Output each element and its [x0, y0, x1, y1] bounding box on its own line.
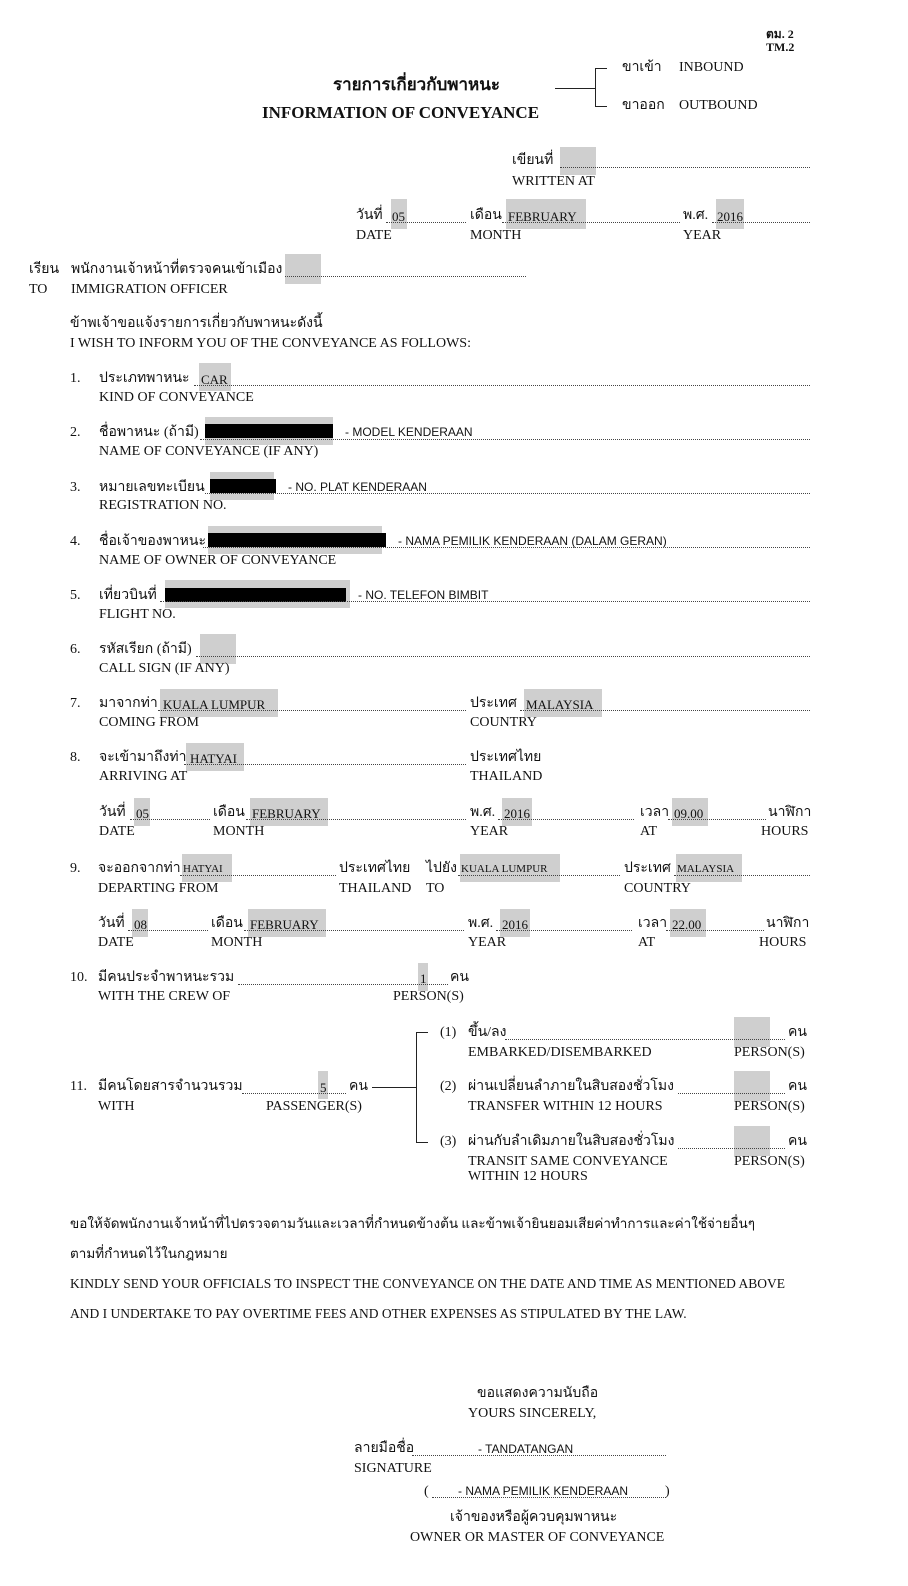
item4-th: ชื่อเจ้าของพาหนะ [99, 534, 206, 549]
arrive-month-en: MONTH [213, 824, 265, 839]
sub2-unit-th: คน [788, 1079, 807, 1094]
signature-line[interactable] [412, 1455, 666, 1456]
closing-th: ขอแสดงความนับถือ [477, 1386, 599, 1401]
dest-country-value: MALAYSIA [677, 863, 735, 875]
item5-th: เที่ยวบินที่ [99, 588, 157, 603]
item5-num: 5. [70, 588, 81, 603]
item10-unit-en: PERSON(S) [393, 989, 464, 1004]
sub3-unit-en: PERSON(S) [734, 1154, 805, 1169]
sub3-th: ผ่านกับลำเดิมภายในสิบสองชั่วโมง [468, 1134, 675, 1149]
crew-value: 1 [420, 971, 427, 986]
sub2-en: TRANSFER WITHIN 12 HOURS [468, 1099, 663, 1114]
call-sign-field[interactable] [200, 634, 236, 664]
arrive-month-th: เดือน [213, 805, 245, 820]
depart-day: 08 [134, 917, 147, 932]
item8-country-th: ประเทศไทย [470, 750, 542, 765]
sub-bracket-bottom [416, 1142, 428, 1143]
dest-value: KUALA LUMPUR [461, 863, 548, 875]
request-th-2: ตามที่กำหนดไว้ในกฎหมาย [70, 1246, 228, 1261]
arrive-day-th: วันที่ [99, 805, 126, 820]
item9-en: DEPARTING FROM [98, 881, 219, 896]
depart-year-en: YEAR [468, 935, 507, 950]
item9-num: 9. [70, 861, 81, 876]
item9-to-th: ไปยัง [426, 861, 457, 876]
intro-en: I WISH TO INFORM YOU OF THE CONVEYANCE AS FOLLOWS: [70, 336, 471, 351]
sub1-th: ขึ้น/ลง [468, 1025, 507, 1040]
signature-th: ลายมือชื่อ [354, 1441, 415, 1456]
arrive-time-en: AT [640, 824, 658, 839]
arrive-day-en: DATE [99, 824, 135, 839]
sub-bracket-vertical [416, 1032, 417, 1143]
depart-month-th: เดือน [211, 916, 243, 931]
officer-en: IMMIGRATION OFFICER [71, 282, 228, 297]
sub1-unit-th: คน [788, 1025, 807, 1040]
signature-note: - TANDATANGAN [478, 1442, 574, 1456]
signature-en: SIGNATURE [354, 1461, 432, 1476]
title-en: INFORMATION OF CONVEYANCE [262, 103, 540, 122]
date-year-en: YEAR [683, 228, 722, 243]
paren-close: ) [665, 1484, 670, 1499]
sub3-en2: WITHIN 12 HOURS [468, 1169, 588, 1184]
item10-en: WITH THE CREW OF [98, 989, 231, 1004]
sub2-num: (2) [440, 1079, 457, 1094]
item2-note: - MODEL KENDERAAN [345, 425, 473, 439]
date-month-en: MONTH [470, 228, 522, 243]
arrive-day: 05 [136, 806, 149, 821]
depart-day-en: DATE [98, 935, 134, 950]
written-at-en: WRITTEN AT [512, 174, 595, 189]
item8-country-en: THAILAND [470, 769, 543, 784]
item2-th: ชื่อพาหนะ (ถ้ามี) [99, 425, 199, 440]
depart-year: 2016 [502, 917, 528, 932]
item1-num: 1. [70, 371, 81, 386]
depart-time-th: เวลา [638, 916, 668, 931]
coming-from-value: KUALA LUMPUR [163, 697, 266, 712]
sub1-num: (1) [440, 1025, 457, 1040]
written-at-th: เขียนที่ [512, 153, 554, 168]
item8-en: ARRIVING AT [99, 769, 188, 784]
bracket-bottom [595, 106, 607, 107]
passenger-value: 5 [320, 1080, 327, 1095]
item11-th: มีคนโดยสารจำนวนรวม [98, 1079, 243, 1094]
sub-bracket-line [372, 1087, 416, 1088]
depart-month-en: MONTH [211, 935, 263, 950]
closing-en: YOURS SINCERELY, [468, 1406, 597, 1421]
date-month: FEBRUARY [508, 209, 577, 224]
item4-num: 4. [70, 534, 81, 549]
depart-day-th: วันที่ [98, 916, 125, 931]
officer-th: พนักงานเจ้าหน้าที่ตรวจคนเข้าเมือง [71, 262, 283, 277]
kind-value: CAR [201, 372, 228, 387]
item9-country-th: ประเทศ [624, 861, 671, 876]
to-th: เรียน [29, 262, 60, 277]
sub1-en: EMBARKED/DISEMBARKED [468, 1045, 652, 1060]
item1-en: KIND OF CONVEYANCE [99, 390, 254, 405]
request-en-1: KINDLY SEND YOUR OFFICIALS TO INSPECT THE CONVEYANCE ON THE DATE AND TIME AS MENTIONED ABOVE [70, 1276, 786, 1291]
item7-num: 7. [70, 696, 81, 711]
item3-th: หมายเลขทะเบียน [99, 480, 205, 495]
item10-num: 10. [70, 970, 88, 985]
arrive-year-en: YEAR [470, 824, 509, 839]
owner-th: เจ้าของหรือผู้ควบคุมพาหนะ [450, 1510, 618, 1525]
redaction-bar [205, 424, 333, 438]
item9-country1-th: ประเทศไทย [339, 861, 411, 876]
arrive-month: FEBRUARY [252, 806, 321, 821]
item9-th: จะออกจากท่า [98, 861, 181, 876]
title-th: รายการเกี่ยวกับพาหนะ [333, 75, 501, 94]
date-year: 2016 [717, 209, 743, 224]
item7-country-en: COUNTRY [470, 715, 537, 730]
bracket-vertical [595, 68, 596, 106]
officer-field[interactable] [285, 254, 321, 284]
item9-to-en: TO [426, 881, 445, 896]
depart-hours-en: HOURS [759, 935, 807, 950]
depart-time-en: AT [638, 935, 656, 950]
item6-th: รหัสเรียก (ถ้ามี) [99, 642, 192, 657]
depart-month: FEBRUARY [250, 917, 319, 932]
name-note: - NAMA PEMILIK KENDERAAN [458, 1484, 629, 1498]
name-line[interactable] [432, 1497, 666, 1498]
written-at-field[interactable] [560, 147, 596, 175]
item5-note: - NO. TELEFON BIMBIT [358, 588, 489, 602]
sub3-num: (3) [440, 1134, 457, 1149]
inbound-en: INBOUND [679, 60, 744, 75]
item2-num: 2. [70, 425, 81, 440]
item3-num: 3. [70, 480, 81, 495]
intro-th: ข้าพเจ้าขอแจ้งรายการเกี่ยวกับพาหนะดังนี้ [70, 316, 323, 331]
date-day-th: วันที่ [356, 208, 383, 223]
depart-time: 22.00 [672, 917, 702, 932]
item8-num: 8. [70, 750, 81, 765]
arriving-at-value: HATYAI [190, 751, 237, 766]
departing-value: HATYAI [183, 863, 223, 875]
redaction-bar [165, 588, 346, 602]
item9-country-en: COUNTRY [624, 881, 691, 896]
item3-en: REGISTRATION NO. [99, 498, 227, 513]
arrive-time: 09.00 [674, 806, 704, 821]
date-year-th: พ.ศ. [683, 208, 709, 223]
item5-en: FLIGHT NO. [99, 607, 176, 622]
to-en: TO [29, 282, 48, 297]
sub1-unit-en: PERSON(S) [734, 1045, 805, 1060]
embarked-field[interactable] [734, 1017, 770, 1047]
date-day-en: DATE [356, 228, 392, 243]
item2-en: NAME OF CONVEYANCE (IF ANY) [99, 444, 319, 459]
item4-note: - NAMA PEMILIK KENDERAAN (DALAM GERAN) [398, 534, 667, 548]
item3-note: - NO. PLAT KENDERAAN [288, 480, 427, 494]
item10-unit-th: คน [450, 970, 469, 985]
item8-th: จะเข้ามาถึงท่า [99, 750, 187, 765]
date-day: 05 [392, 209, 405, 224]
sub2-unit-en: PERSON(S) [734, 1099, 805, 1114]
paren-open: ( [424, 1484, 429, 1499]
outbound-en: OUTBOUND [679, 98, 758, 113]
depart-year-th: พ.ศ. [468, 916, 494, 931]
transit-field[interactable] [734, 1126, 770, 1156]
bracket-top [595, 68, 607, 69]
arrive-hours-en: HOURS [761, 824, 809, 839]
item9-country1-en: THAILAND [339, 881, 412, 896]
transfer-field[interactable] [734, 1071, 770, 1101]
item7-country-th: ประเทศ [470, 696, 517, 711]
sub2-th: ผ่านเปลี่ยนลำภายในสิบสองชั่วโมง [468, 1079, 674, 1094]
item6-num: 6. [70, 642, 81, 657]
coming-country-value: MALAYSIA [526, 697, 594, 712]
request-th-1: ขอให้จัดพนักงานเจ้าหน้าที่ไปตรวจตามวันและเวลาที่กำหนดข้างต้น และข้าพเจ้ายินยอมเสียค่าทำการและค่าใช้จ่ายอื่นๆ [70, 1216, 755, 1231]
arrive-time-th: เวลา [640, 805, 670, 820]
item4-en: NAME OF OWNER OF CONVEYANCE [99, 553, 337, 568]
item11-num: 11. [70, 1079, 87, 1094]
arrive-hours-th: นาฬิกา [768, 805, 812, 820]
outbound-th: ขาออก [622, 98, 665, 113]
item6-en: CALL SIGN (IF ANY) [99, 661, 230, 676]
arrive-year-th: พ.ศ. [470, 805, 496, 820]
item10-th: มีคนประจำพาหนะรวม [98, 970, 235, 985]
redaction-bar [210, 479, 276, 493]
sub3-en: TRANSIT SAME CONVEYANCE [468, 1154, 668, 1169]
form-code-th: ตม. 2 [766, 27, 794, 41]
item11-en-a: WITH [98, 1099, 135, 1114]
sub-bracket-top [416, 1032, 428, 1033]
arrive-year: 2016 [504, 806, 530, 821]
inbound-th: ขาเข้า [622, 60, 662, 75]
bracket-line [555, 88, 595, 89]
owner-en: OWNER OR MASTER OF CONVEYANCE [410, 1530, 665, 1545]
request-en-2: AND I UNDERTAKE TO PAY OVERTIME FEES AND OTHER EXPENSES AS STIPULATED BY THE LAW. [70, 1306, 687, 1321]
item7-th: มาจากท่า [99, 696, 158, 711]
item11-en-b: PASSENGER(S) [266, 1099, 362, 1114]
depart-hours-th: นาฬิกา [766, 916, 810, 931]
sub3-unit-th: คน [788, 1134, 807, 1149]
item7-en: COMING FROM [99, 715, 199, 730]
date-month-th: เดือน [470, 208, 502, 223]
form-code-en: TM.2 [766, 40, 795, 54]
item11-unit-th: คน [349, 1079, 368, 1094]
redaction-bar [208, 533, 386, 547]
item1-th: ประเภทพาหนะ [99, 371, 190, 386]
